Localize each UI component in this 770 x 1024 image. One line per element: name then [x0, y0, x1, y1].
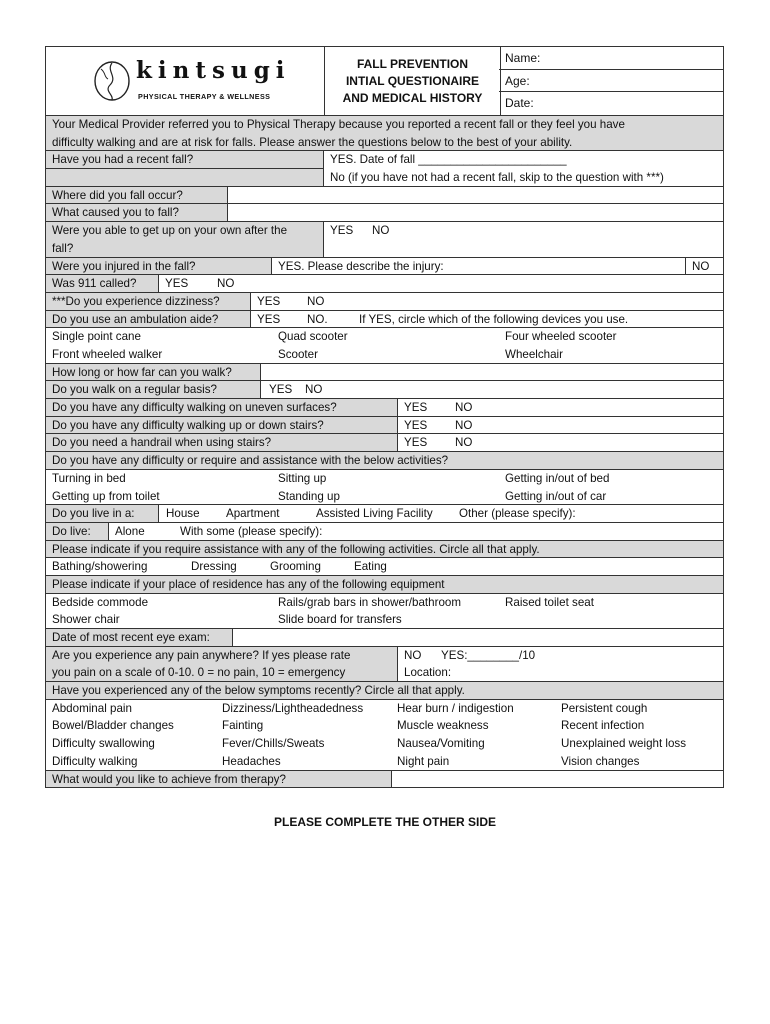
activity-option[interactable]: Getting in/out of car	[505, 489, 607, 503]
symptom-option[interactable]: Vision changes	[561, 754, 640, 768]
activities-question-text: Do you have any difficulty or require and assistance with the below activities?	[52, 454, 449, 468]
handrail-no[interactable]: NO	[455, 436, 473, 450]
injured-no[interactable]: NO	[685, 258, 723, 275]
assist-option[interactable]: Grooming	[270, 560, 321, 574]
live-in-answers	[158, 505, 723, 522]
symptoms-question-text: Have you experienced any of the below symptoms recently? Circle all that apply.	[52, 684, 465, 698]
form-title-line: AND MEDICAL HISTORY	[342, 90, 483, 105]
live-with-option[interactable]: With some (please specify):	[180, 524, 323, 538]
form-title-line: INTIAL QUESTIONAIRE	[345, 73, 480, 88]
device-option[interactable]: Quad scooter	[278, 330, 348, 344]
dizziness-question: ***Do you experience dizziness?	[46, 293, 250, 310]
live-in-option[interactable]: Other (please specify):	[459, 507, 576, 521]
pain-question	[46, 647, 397, 681]
assist-question	[45, 541, 724, 559]
how-far-answer[interactable]	[260, 364, 723, 381]
called-911-yes[interactable]: YES	[165, 277, 189, 291]
pain-yes-rating[interactable]: YES:________/10	[441, 648, 536, 662]
device-option[interactable]: Four wheeled scooter	[505, 330, 617, 344]
logo-subtitle: PHYSICAL THERAPY & WELLNESS	[138, 92, 271, 101]
dizziness-answers	[250, 293, 723, 310]
pain-answers	[397, 647, 723, 681]
get-up-line: Were you able to get up on your own after the	[52, 224, 288, 238]
ambulation-aide-answers	[250, 311, 723, 328]
stairs-yes[interactable]: YES	[404, 418, 428, 432]
symptom-option[interactable]: Unexplained weight loss	[561, 737, 687, 751]
assist-option[interactable]: Dressing	[191, 560, 237, 574]
live-in-question: Do you live in a:	[46, 505, 158, 522]
recent-fall-answers	[323, 151, 723, 185]
patient-fields	[499, 47, 723, 115]
eye-exam-row	[45, 629, 724, 647]
recent-fall-row	[45, 151, 724, 186]
called-911-question: Was 911 called?	[46, 275, 158, 292]
kintsugi-bowl-icon	[92, 59, 132, 103]
symptom-option[interactable]: Night pain	[397, 754, 450, 768]
footer-note: PLEASE COMPLETE THE OTHER SIDE	[273, 815, 497, 829]
where-fall-row	[45, 187, 724, 205]
get-up-row	[45, 222, 724, 257]
activity-option[interactable]: Getting in/out of bed	[505, 471, 610, 485]
goal-question: What would you like to achieve from therapy?	[46, 771, 391, 788]
symptom-option[interactable]: Muscle weakness	[397, 719, 489, 733]
date-field[interactable]: Date:	[505, 96, 534, 111]
pain-no[interactable]: NO	[404, 648, 422, 662]
ambulation-aide-yes[interactable]: YES	[257, 312, 281, 326]
ambulation-aide-row	[45, 311, 724, 329]
get-up-question	[46, 222, 323, 256]
recent-fall-spacer	[46, 169, 323, 186]
get-up-line: fall?	[52, 241, 74, 255]
injured-question: Were you injured in the fall?	[46, 258, 271, 275]
live-with-question: Do live:	[46, 523, 108, 540]
regular-walk-no[interactable]: NO	[305, 383, 323, 397]
where-fall-question: Where did you fall occur?	[46, 187, 227, 204]
goal-row	[45, 771, 724, 789]
assist-option[interactable]: Bathing/showering	[52, 560, 148, 574]
dizziness-yes[interactable]: YES	[257, 294, 281, 308]
symptom-option[interactable]: Fainting	[222, 719, 264, 733]
live-with-answers	[108, 523, 723, 540]
live-in-row	[45, 505, 724, 523]
regular-walk-question: Do you walk on a regular basis?	[46, 381, 260, 398]
regular-walk-answers	[260, 381, 340, 398]
get-up-yes[interactable]: YES	[330, 224, 354, 238]
called-911-no[interactable]: NO	[217, 277, 235, 291]
recent-fall-yes[interactable]: YES. Date of fall _______________________	[330, 153, 567, 167]
device-option[interactable]: Wheelchair	[505, 347, 563, 361]
assist-list	[45, 558, 724, 576]
ambulation-aide-note: If YES, circle which of the following devices you use.	[359, 312, 629, 326]
uneven-yes[interactable]: YES	[404, 401, 428, 415]
device-option[interactable]: Single point cane	[52, 330, 141, 344]
activity-option[interactable]: Getting up from toilet	[52, 489, 160, 503]
assist-option[interactable]: Eating	[354, 560, 387, 574]
eye-exam-answer[interactable]	[232, 629, 723, 646]
uneven-answers	[397, 399, 490, 416]
stairs-row	[45, 417, 724, 435]
equipment-question-text: Please indicate if your place of residence has any of the following equipment	[52, 577, 445, 591]
symptom-option[interactable]: Hear burn / indigestion	[397, 701, 514, 715]
symptom-option[interactable]: Bowel/Bladder changes	[52, 719, 174, 733]
uneven-no[interactable]: NO	[455, 401, 473, 415]
cause-fall-row	[45, 204, 724, 222]
symptom-option[interactable]: Headaches	[222, 754, 281, 768]
handrail-row	[45, 434, 724, 452]
ambulation-aide-question: Do you use an ambulation aide?	[46, 311, 250, 328]
uneven-row	[45, 399, 724, 417]
pain-row	[45, 647, 724, 682]
get-up-no[interactable]: NO	[372, 224, 390, 238]
injured-row	[45, 258, 724, 276]
intro-line: Your Medical Provider referred you to Physical Therapy because you reported a recent fall or they feel you have	[52, 118, 625, 131]
symptom-option[interactable]: Fever/Chills/Sweats	[222, 737, 325, 751]
activities-question	[45, 452, 724, 470]
name-field[interactable]: Name:	[499, 47, 723, 70]
cause-fall-question: What caused you to fall?	[46, 204, 227, 221]
equipment-option[interactable]: Shower chair	[52, 613, 120, 627]
symptom-option[interactable]: Nausea/Vomiting	[397, 737, 485, 751]
equipment-option[interactable]: Bedside commode	[52, 595, 149, 609]
device-option[interactable]: Scooter	[278, 347, 318, 361]
handrail-question: Do you need a handrail when using stairs?	[46, 434, 397, 451]
live-with-row	[45, 523, 724, 541]
live-in-option[interactable]: House	[166, 507, 200, 521]
regular-walk-row	[45, 381, 724, 399]
activity-option[interactable]: Standing up	[278, 489, 340, 503]
symptom-option[interactable]: Abdominal pain	[52, 701, 132, 715]
activity-option[interactable]: Turning in bed	[52, 471, 126, 485]
regular-walk-yes[interactable]: YES	[269, 383, 293, 397]
injured-yes[interactable]: YES. Please describe the injury:	[271, 258, 685, 275]
intro-text	[45, 116, 724, 151]
stairs-answers	[397, 417, 490, 434]
age-field[interactable]: Age:	[499, 70, 723, 93]
equipment-list	[45, 594, 724, 629]
devices-list	[45, 328, 724, 363]
equipment-option[interactable]: Slide board for transfers	[278, 613, 402, 627]
pain-question-line: Are you experience any pain anywhere? If yes please rate	[52, 648, 351, 662]
stairs-question: Do you have any difficulty walking up or down stairs?	[46, 417, 397, 434]
device-option[interactable]: Front wheeled walker	[52, 347, 163, 361]
goal-answer[interactable]	[391, 771, 723, 788]
form-title	[324, 47, 501, 115]
called-911-row	[45, 275, 724, 293]
handrail-yes[interactable]: YES	[404, 436, 428, 450]
pain-location[interactable]: Location:	[404, 666, 452, 680]
dizziness-row	[45, 293, 724, 311]
symptoms-list	[45, 700, 724, 771]
eye-exam-question: Date of most recent eye exam:	[46, 629, 232, 646]
dizziness-no[interactable]: NO	[307, 294, 325, 308]
live-in-option[interactable]: Assisted Living Facility	[316, 507, 433, 521]
stairs-no[interactable]: NO	[455, 418, 473, 432]
equipment-option[interactable]: Raised toilet seat	[505, 595, 594, 609]
equipment-question	[45, 576, 724, 594]
intro-line: difficulty walking and are at risk for falls. Please answer the questions below to the best of your ability.	[52, 135, 573, 149]
form-title-line: FALL PREVENTION	[356, 56, 469, 71]
live-in-option[interactable]: Apartment	[226, 507, 280, 521]
symptom-option[interactable]: Difficulty swallowing	[52, 737, 155, 751]
recent-fall-no[interactable]: No (if you have not had a recent fall, skip to the question with ***)	[330, 171, 664, 185]
cause-fall-answer[interactable]	[227, 204, 723, 221]
symptom-option[interactable]: Recent infection	[561, 719, 645, 733]
called-911-answers	[158, 275, 723, 292]
ambulation-aide-no[interactable]: NO.	[307, 312, 328, 326]
symptom-option[interactable]: Dizziness/Lightheadedness	[222, 701, 364, 715]
form-header	[45, 46, 724, 116]
handrail-answers	[397, 434, 490, 451]
symptom-option[interactable]: Difficulty walking	[52, 754, 138, 768]
symptom-option[interactable]: Persistent cough	[561, 701, 648, 715]
get-up-answers	[323, 222, 723, 256]
equipment-option[interactable]: Rails/grab bars in shower/bathroom	[278, 595, 462, 609]
assist-question-text: Please indicate if you require assistance with any of the following activities. Circle all that apply.	[52, 542, 540, 556]
questionnaire-form	[45, 46, 724, 788]
activities-list	[45, 470, 724, 505]
activity-option[interactable]: Sitting up	[278, 471, 327, 485]
where-fall-answer[interactable]	[227, 187, 723, 204]
logo	[92, 59, 292, 103]
uneven-question: Do you have any difficulty walking on uneven surfaces?	[46, 399, 397, 416]
how-far-row	[45, 364, 724, 382]
symptoms-question	[45, 682, 724, 700]
how-far-question: How long or how far can you walk?	[46, 364, 260, 381]
recent-fall-question: Have you had a recent fall?	[46, 151, 323, 169]
logo-name: kintsugi	[136, 57, 291, 84]
live-with-option[interactable]: Alone	[115, 524, 145, 538]
pain-question-line: you pain on a scale of 0-10. 0 = no pain, 10 = emergency	[52, 666, 346, 680]
